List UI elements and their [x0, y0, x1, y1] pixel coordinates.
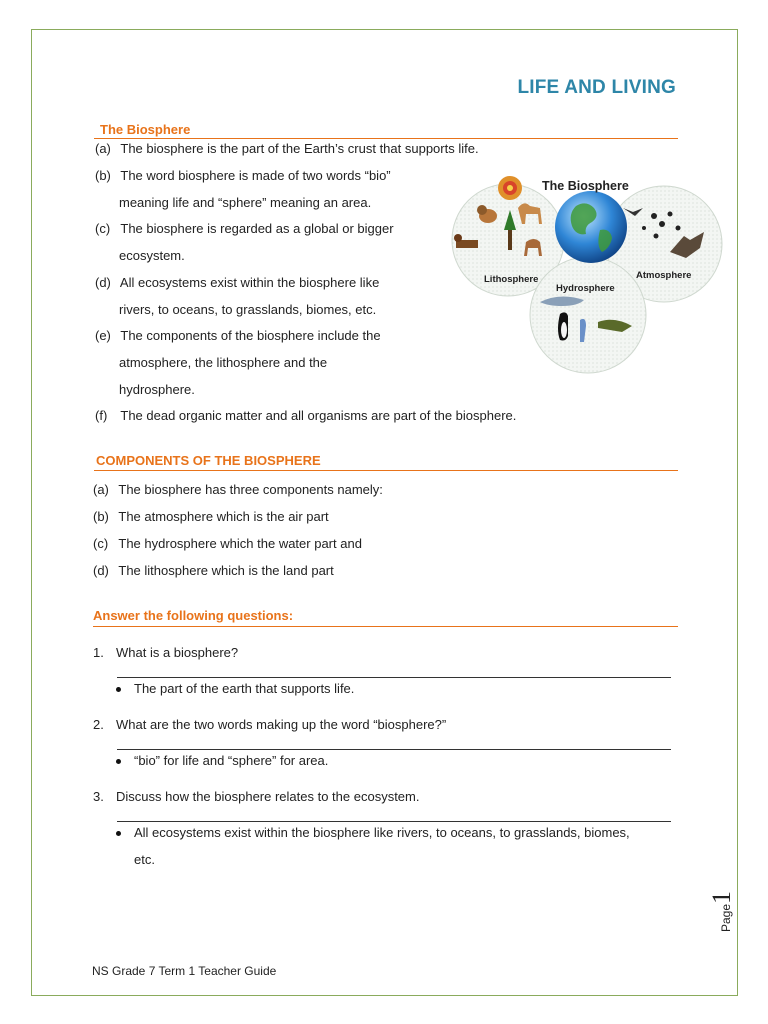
bullet-icon	[116, 759, 121, 764]
answer-line	[117, 677, 671, 678]
answer-text: The part of the earth that supports life.	[134, 681, 355, 696]
answer-line	[117, 749, 671, 750]
figure-title: The Biosphere	[542, 179, 629, 193]
answer-text-continuation: etc.	[134, 852, 155, 867]
hydrosphere-circle	[530, 257, 646, 373]
page-number: Page1	[707, 890, 736, 932]
list-item-continuation: ecosystem.	[119, 248, 185, 263]
list-item: (d) The lithosphere which is the land part	[93, 563, 334, 578]
list-item-continuation: atmosphere, the lithosphere and the	[119, 355, 328, 370]
earth-globe-icon	[555, 191, 627, 263]
list-item: (a) The biosphere has three components namely:	[93, 482, 383, 497]
list-item: (c) The hydrosphere which the water part and	[93, 536, 362, 551]
list-item-continuation: hydrosphere.	[119, 382, 195, 397]
section-heading-components: COMPONENTS OF THE BIOSPHERE	[96, 453, 321, 468]
question: 3. Discuss how the biosphere relates to the ecosystem.	[93, 789, 420, 804]
list-item: (e) The components of the biosphere include the	[95, 328, 381, 343]
atmosphere-label: Atmosphere	[636, 270, 692, 281]
list-item-continuation: rivers, to oceans, to grasslands, biomes, etc.	[119, 302, 377, 317]
section-heading-biosphere: The Biosphere	[100, 122, 191, 137]
list-item: (d) All ecosystems exist within the biosphere like	[95, 275, 380, 290]
section-rule	[93, 626, 678, 627]
list-item: (f) The dead organic matter and all organisms are part of the biosphere.	[95, 408, 517, 423]
section-heading-questions: Answer the following questions:	[93, 608, 294, 623]
list-item: (c) The biosphere is regarded as a global or bigger	[95, 221, 394, 236]
answer-line	[117, 821, 671, 822]
list-item: (b) The word biosphere is made of two words “bio”	[95, 168, 391, 183]
section-rule	[94, 138, 678, 139]
document-title: LIFE AND LIVING	[517, 77, 676, 98]
answer-text: “bio” for life and “sphere” for area.	[134, 753, 329, 768]
lithosphere-label: Lithosphere	[484, 274, 539, 285]
question: 2. What are the two words making up the word “biosphere?”	[93, 717, 447, 732]
list-item: (a) The biosphere is the part of the Earth’s crust that supports life.	[95, 141, 479, 156]
section-rule	[94, 470, 678, 471]
answer-text: All ecosystems exist within the biosphere like rivers, to oceans, to grasslands, biomes,	[134, 825, 630, 840]
question: 1. What is a biosphere?	[93, 645, 239, 660]
list-item: (b) The atmosphere which is the air part	[93, 509, 329, 524]
bullet-icon	[116, 687, 121, 692]
earth-layers-icon	[498, 176, 522, 200]
hydrosphere-label: Hydrosphere	[556, 283, 615, 294]
list-item-continuation: meaning life and “sphere” meaning an area.	[119, 195, 372, 210]
footer-text: NS Grade 7 Term 1 Teacher Guide	[92, 964, 277, 978]
bullet-icon	[116, 831, 121, 836]
biosphere-diagram	[448, 170, 730, 376]
